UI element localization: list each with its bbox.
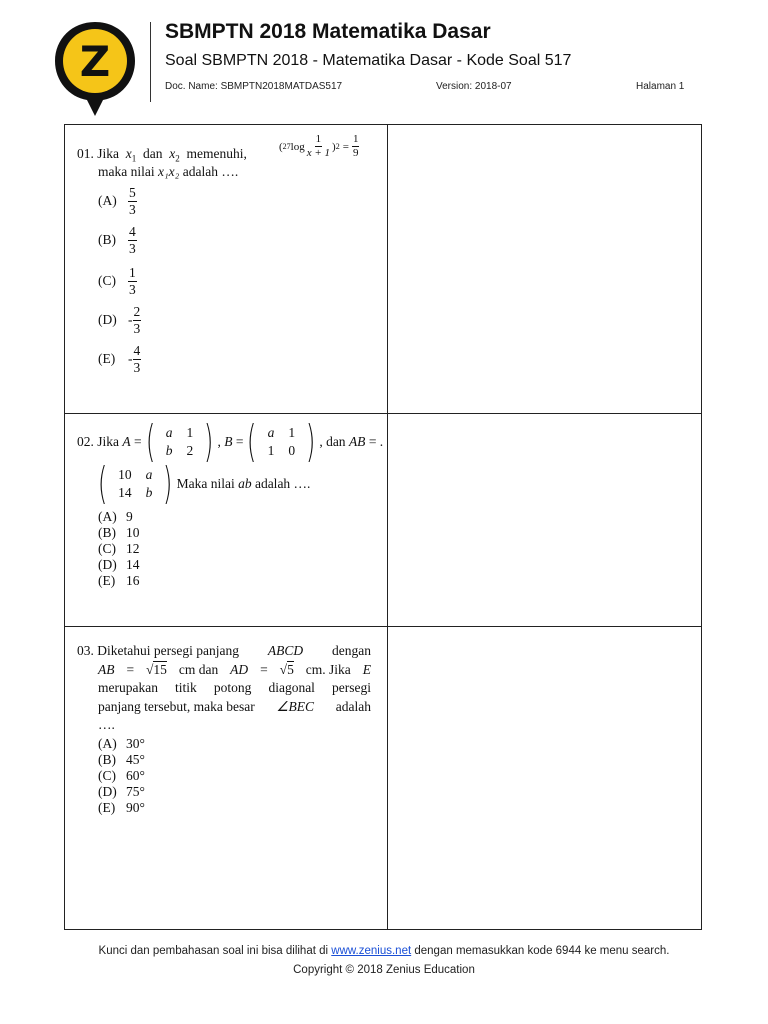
option-num: 4 (129, 224, 136, 239)
q2-option-d[interactable] (98, 557, 140, 573)
question-2: 02. Jika A = ( a 1 b 2 ) , B = ( a 1 1 0 ) , dan AB = . (77, 416, 384, 467)
q1-line2-end: adalah …. (182, 164, 239, 179)
q3-line1-text: Diketahui persegi panjang (97, 643, 239, 658)
matrix-cell: a (145, 467, 153, 482)
q2-tail-end: adalah …. (254, 476, 311, 491)
matrix-ab: ( 10 a 14 b ) (97, 458, 173, 509)
option-fraction (128, 186, 137, 216)
option-value: 12 (126, 541, 140, 556)
q3-line4-end: adalah (335, 698, 371, 714)
q2-eq-end: = . (368, 434, 384, 449)
q3-line5: …. (98, 717, 115, 732)
row-divider (65, 413, 701, 414)
q3-line2: AB = √15 cm dan AD = √5 cm. Jika E (77, 661, 371, 680)
option-num: 5 (129, 185, 136, 200)
question-number: 03. (77, 643, 94, 658)
q2-dan: , dan (319, 434, 346, 449)
q3-sqrt2: 5 (287, 661, 294, 677)
page-title: SBMPTN 2018 Matematika Dasar (165, 20, 491, 43)
q1-sub1: 1 (131, 153, 137, 164)
q2-option-c[interactable] (98, 541, 140, 557)
option-label: (E) (98, 800, 116, 815)
option-label: (B) (98, 752, 116, 767)
option-label: (C) (98, 273, 116, 288)
option-value: 60° (126, 768, 145, 783)
matrix-cell: 10 (118, 467, 132, 482)
q3-options (98, 736, 145, 816)
q2-line2 (94, 458, 311, 509)
matrix-cell: 0 (288, 443, 296, 458)
eq-power: 2 (335, 142, 340, 151)
zenius-link[interactable]: www.zenius.net (331, 945, 412, 957)
option-den: 3 (133, 320, 141, 336)
option-label: (E) (98, 573, 116, 588)
eq-fraction (307, 134, 330, 159)
q3-line4 (77, 698, 371, 717)
page-number: Halaman 1 (636, 81, 685, 92)
q3-var-ad: AD (230, 661, 249, 677)
q3-line2-end: cm. Jika (305, 661, 351, 677)
q3-line4-var: ∠BEC (276, 698, 315, 714)
doc-name: Doc. Name: SBMPTN2018MATDAS517 (165, 81, 343, 92)
option-label: (B) (98, 232, 116, 247)
q3-var-ab: AB (98, 661, 115, 677)
q3-option-d[interactable] (98, 784, 145, 800)
option-value: 90° (126, 800, 145, 815)
q2-option-e[interactable] (98, 573, 140, 589)
copyright: Copyright © 2018 Zenius Education (293, 964, 475, 976)
eq-num: 1 (315, 133, 322, 145)
q1-var-x1: x (125, 146, 132, 161)
q3-line1-var: ABCD (267, 643, 304, 658)
doc-version: Version: 2018-07 (436, 81, 512, 92)
option-label: (D) (98, 784, 117, 799)
eq-base: 27 (282, 142, 291, 151)
matrix-cell: 1 (186, 425, 194, 440)
option-label: (D) (98, 557, 117, 572)
row-divider (65, 626, 701, 627)
q1-option-b[interactable] (98, 225, 137, 255)
eq-log: log (290, 140, 305, 153)
column-divider (387, 125, 388, 929)
q3-line4-text: panjang tersebut, maka besar (98, 698, 255, 714)
q3-option-a[interactable] (98, 736, 145, 752)
q1-var-x2: x (169, 146, 176, 161)
logo-letter: Z (79, 37, 111, 86)
eq-rhs-num: 1 (352, 133, 359, 145)
option-label: (A) (98, 509, 117, 524)
q3-cm: cm dan (178, 661, 219, 677)
q3-option-b[interactable] (98, 752, 145, 768)
option-value: 30° (126, 736, 145, 751)
option-value: 75° (126, 784, 145, 799)
matrix-cell: a (267, 425, 275, 440)
q1-option-e[interactable] (98, 344, 141, 374)
eq-den: x + 1 (306, 147, 331, 159)
page-subtitle: Soal SBMPTN 2018 - Matematika Dasar - Kode Soal 517 (165, 52, 572, 69)
q1-option-c[interactable] (98, 266, 137, 296)
question-grid (64, 124, 702, 930)
header-divider (150, 22, 151, 102)
option-value: 16 (126, 573, 140, 588)
q1-line2-var: x₁x₂ (157, 164, 180, 179)
option-fraction (133, 305, 142, 335)
q1-sub2: 2 (175, 153, 180, 164)
option-value: 9 (126, 509, 133, 524)
q1-option-a[interactable] (98, 186, 137, 216)
q3-sqrt1: 15 (153, 661, 167, 677)
option-value: 10 (126, 525, 140, 540)
q2-options (98, 509, 140, 589)
q1-dan: dan (143, 146, 163, 161)
option-sign: - (128, 351, 133, 366)
q3-line1-end: dengan (332, 643, 371, 658)
q2-eq: = (235, 434, 244, 449)
q1-text: Jika (97, 146, 119, 161)
footer-note (0, 945, 768, 957)
eq-rhs (352, 134, 360, 159)
option-den: 3 (129, 281, 136, 297)
option-label: (A) (98, 736, 117, 751)
option-fraction (133, 344, 142, 374)
option-label: (A) (98, 193, 117, 208)
matrix-cell: b (165, 443, 173, 458)
q1-line2 (98, 164, 238, 180)
footer-text-end: dengan memasukkan kode 6944 ke menu search. (414, 945, 670, 957)
q2-jika: Jika (97, 434, 119, 449)
option-label: (D) (98, 312, 117, 327)
q3-option-e[interactable] (98, 800, 145, 816)
q1-option-d[interactable] (98, 305, 141, 335)
option-label: (B) (98, 525, 116, 540)
option-num: 4 (133, 343, 141, 358)
q3-line3: merupakan titik potong diagonal persegi (98, 680, 371, 695)
option-label: (C) (98, 768, 116, 783)
option-den: 3 (129, 240, 136, 256)
option-fraction (128, 266, 137, 296)
matrix-a: ( a 1 b 2 ) (145, 416, 214, 467)
option-value: 14 (126, 557, 140, 572)
matrix-cell: a (165, 425, 173, 440)
q2-tail-var: ab (238, 476, 252, 491)
eq-rhs-den: 9 (352, 147, 359, 159)
matrix-cell: 2 (186, 443, 194, 458)
q3-eq: = (126, 661, 135, 677)
q2-eq: = (134, 434, 142, 449)
footer-text: Kunci dan pembahasan soal ini bisa dilihat di (98, 945, 329, 957)
question-3 (77, 642, 371, 735)
q1-memenuhi: memenuhi, (186, 146, 247, 161)
option-num: 1 (129, 265, 136, 280)
q3-line1 (77, 642, 371, 661)
q3-option-c[interactable] (98, 768, 145, 784)
q2-option-a[interactable] (98, 509, 140, 525)
matrix-cell: 1 (267, 443, 275, 458)
q1-line2-text: maka nilai (98, 164, 155, 179)
option-label: (E) (98, 351, 116, 366)
matrix-cell: 14 (118, 485, 132, 500)
matrix-b: ( a 1 1 0 ) (247, 416, 316, 467)
question-number: 01. (77, 146, 94, 161)
option-fraction (128, 225, 137, 255)
option-den: 3 (129, 201, 136, 217)
zenius-logo (52, 18, 138, 118)
option-label: (C) (98, 541, 116, 556)
q1-equation: ( 27 log $\frac{1}{x + 1}$ ) 2 = $\frac{1}{9}$ (279, 133, 359, 159)
matrix-cell: 1 (288, 425, 296, 440)
option-sign: - (128, 312, 133, 327)
q2-var-b: B (224, 434, 233, 449)
q2-var-ab: AB (348, 434, 366, 449)
option-num: 2 (133, 304, 141, 319)
matrix-cell: b (145, 485, 153, 500)
option-value: 45° (126, 752, 145, 767)
q3-var-e: E (362, 661, 371, 677)
q3-eq: = (260, 661, 268, 677)
q2-var-a: A (122, 434, 131, 449)
option-den: 3 (133, 359, 141, 375)
q2-tail: Maka nilai (176, 476, 235, 491)
q2-option-b[interactable] (98, 525, 140, 541)
question-number: 02. (77, 434, 94, 449)
